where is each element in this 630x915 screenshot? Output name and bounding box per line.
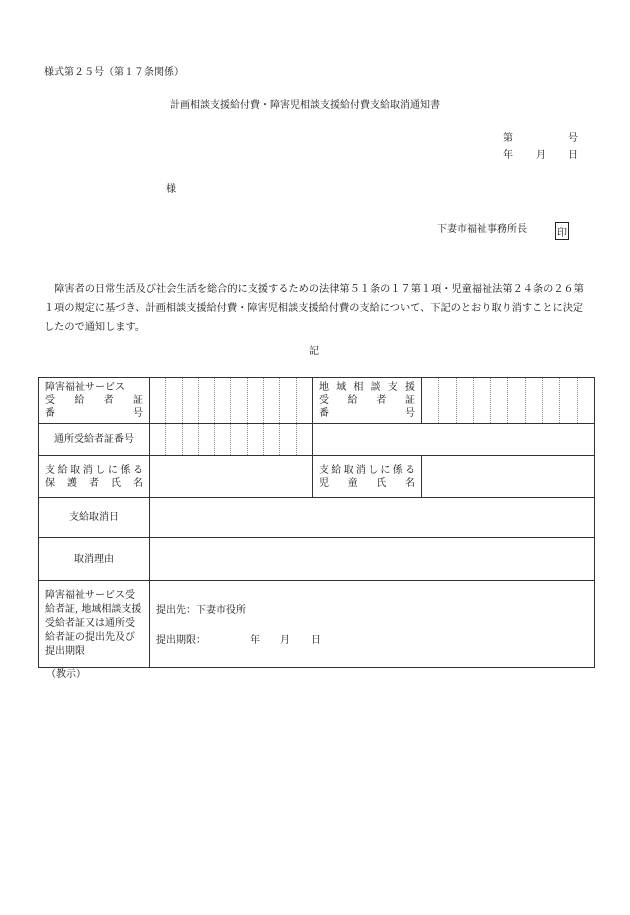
date-nen: 年 — [503, 150, 513, 161]
label-line — [319, 477, 415, 490]
char: 域 — [336, 382, 347, 393]
char: し — [368, 464, 379, 476]
date-hi: 日 — [568, 150, 578, 161]
cancel-date-field[interactable] — [150, 498, 595, 538]
form-number: 様式第２５号（第１７条関係） — [44, 67, 184, 78]
deadline-hi: 日 — [311, 635, 321, 646]
char: 番 — [319, 408, 329, 419]
guardian-name-field[interactable] — [150, 456, 313, 498]
char: 証 — [404, 395, 415, 406]
char: 係 — [392, 464, 403, 476]
label-line — [319, 464, 415, 477]
label-line — [45, 394, 143, 407]
char: 号 — [405, 408, 415, 419]
row-day-certificate — [39, 424, 595, 456]
sender-name: 下妻市福祉事務所長 — [437, 224, 527, 235]
document-title: 計画相談支援給付費・障害児相談支援給付費支給取消通知書 — [170, 100, 440, 111]
label-child-name — [313, 456, 422, 498]
label-cancel-date: 支給取消日 — [39, 498, 150, 538]
char: 者 — [103, 395, 114, 406]
char: に — [380, 464, 391, 476]
ref-dai: 第 — [503, 133, 513, 144]
deadline-nen: 年 — [250, 635, 260, 646]
char: 援 — [404, 382, 415, 393]
char: 受 — [45, 395, 55, 406]
char: 証 — [132, 395, 143, 406]
char: 給 — [57, 464, 68, 476]
label-line — [319, 407, 415, 420]
char: 名 — [133, 477, 143, 489]
row-submission — [39, 581, 595, 668]
label-line: 障害福祉サービス受 — [45, 590, 135, 601]
label-community-certificate — [313, 378, 422, 424]
char: 氏 — [376, 477, 387, 489]
char: る — [404, 464, 415, 476]
label-line: 受給者証又は通所受 — [45, 618, 135, 629]
char: 相 — [353, 382, 364, 393]
char: 童 — [347, 477, 358, 489]
label-day-certificate: 通所受給者証番号 — [39, 424, 150, 456]
char: 氏 — [111, 477, 121, 489]
char: る — [132, 464, 143, 476]
label-cancel-reason: 取消理由 — [39, 538, 150, 581]
instruction-note: （教示） — [46, 669, 86, 680]
label-line — [45, 464, 143, 477]
deadline-label: 提出期限： — [156, 635, 206, 646]
label-line — [45, 477, 143, 490]
seal-mark: 印 — [555, 222, 569, 240]
label-line: 給者証の提出先及び — [45, 632, 135, 643]
char: 受 — [319, 395, 329, 406]
char: 給 — [74, 395, 85, 406]
label-service-certificate — [39, 378, 150, 424]
cancel-reason-field[interactable] — [150, 538, 595, 581]
char: 給 — [331, 464, 342, 476]
body-text: 障害者の日常生活及び社会生活を総合的に支援するための法律第５１条の１７第１項・児童福祉法第２４条の２６第１項の規定に基づき、計画相談支援給付費・障害児相談支援給付費の支給について、下記のとおり取り消すことに決定したので通知します。 — [44, 284, 584, 333]
row-service-certificate — [39, 378, 595, 424]
char: し — [95, 464, 106, 476]
label-line — [319, 381, 415, 394]
ki-heading: 記 — [309, 346, 319, 357]
label-line — [319, 394, 415, 407]
community-certificate-number-boxes[interactable] — [422, 378, 595, 424]
char: 消 — [355, 464, 366, 476]
deadline-tsuki: 月 — [280, 635, 290, 646]
char: 護 — [67, 477, 77, 489]
label-guardian-name — [39, 456, 150, 498]
service-certificate-number-boxes[interactable] — [150, 378, 313, 424]
char: に — [107, 464, 118, 476]
row-cancel-reason — [39, 538, 595, 581]
row-names — [39, 456, 595, 498]
char: 名 — [404, 477, 415, 489]
label-submission — [39, 581, 150, 668]
char: 係 — [120, 464, 131, 476]
label-line: 提出期限 — [45, 646, 85, 657]
char: 談 — [370, 382, 381, 393]
submit-to: 提出先：下妻市役所 — [156, 605, 246, 616]
char: 取 — [70, 464, 81, 476]
char: 号 — [133, 408, 143, 419]
date-tsuki: 月 — [536, 150, 546, 161]
char: 支 — [45, 464, 55, 476]
char: 番 — [45, 408, 55, 419]
cancellation-form-table — [38, 377, 595, 668]
addressee-sama: 様 — [166, 184, 176, 195]
char: 児 — [319, 477, 329, 489]
submission-content — [150, 581, 595, 668]
ref-go: 号 — [568, 133, 578, 144]
char: 地 — [319, 382, 329, 393]
char: 者 — [89, 477, 99, 489]
char: 給 — [347, 395, 358, 406]
label-line: 給者証, 地域相談支援 — [45, 604, 142, 615]
char: 取 — [343, 464, 354, 476]
char: 者 — [376, 395, 387, 406]
char: 保 — [45, 477, 55, 489]
day-certificate-blank — [313, 424, 595, 456]
day-certificate-number-boxes[interactable] — [150, 424, 313, 456]
char: 支 — [319, 464, 329, 476]
row-cancel-date — [39, 498, 595, 538]
char: 消 — [82, 464, 93, 476]
label-line — [45, 407, 143, 420]
char: 支 — [387, 382, 398, 393]
label-line: 障害福祉サービス — [45, 382, 125, 393]
child-name-field[interactable] — [422, 456, 595, 498]
